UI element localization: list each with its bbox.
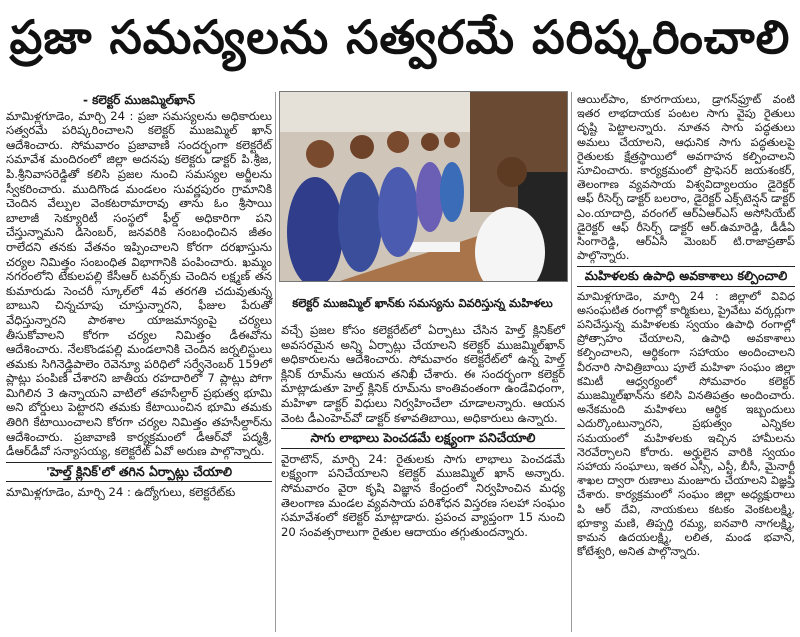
article-column-2: [281, 323, 565, 633]
subheading: 'హెల్త్ క్లినిక్'లో తగిన ఏర్పాట్లు చేయాలి: [6, 462, 272, 483]
subheading: మహిళలకు ఉపాధి అవకాశాలు కల్పించాలి: [577, 266, 795, 286]
photo-caption: కలెక్టర్ ముజమ్మిల్ ఖాన్‌కు సమస్యను వివరిస్తున్న మహిళలు: [292, 296, 553, 310]
article-body: వైరాటౌన్, మార్చి 24: రైతులకు సాగు లాభాలు పెంచడమే లక్ష్యంగా పనిచేయాలని కలెక్టర్ ముజమ్మిల్ ఖాన్ అన్నారు. సోమవారం వైరా కృషి విజ్ఞాన కేంద్రంలో నిర్వహించిన మధ్య తెలంగాణ మండల వ్యవసాయ పరిశోధన విస్తరణ సలహా సంఘం సమావేశంలో కలెక్టర్ మాట్లాడారు. ప్రపంచ వ్యాప్తంగా 15 నుంచి 20 సంవత్సరాలుగా రైతుల ఆదాయం తగ్గుతుందన్నారు.: [281, 451, 565, 539]
column-divider: [571, 92, 572, 632]
article-column-3: [577, 93, 795, 633]
article-body: మామిళ్లగూడెం, మార్చి 24 : ఉద్యోగులు, కలెక్టరేట్‌కు: [6, 485, 236, 500]
byline: - కలెక్టర్ ముజమ్మిల్‌ఖాన్: [82, 93, 196, 107]
column-divider: [275, 92, 276, 632]
photo-illustration: [280, 92, 567, 281]
headline: ప్రజా సమస్యలను సత్వరమే పరిష్కరించాలి: [9, 10, 791, 64]
article-body: మామిళ్లగూడెం, మార్చి 24 : జిల్లాలో వివిధ అసంఘటిత రంగాల్లో కార్మికులు, ప్రైవేటు వర్కర్లుగా పనిచేస్తున్న మహిళలకు స్వయం ఉపాధి రంగాల్లో ప్రోత్సాహం చేయాలని, ఉపాధి అవకాశాలు కల్పించాలని, ఆర్థికంగా సహాయం అందించాలని వీరనారి సావిత్రిబాయి పూలే మహిళా సంఘం జిల్లా కమిటీ ఆధ్వర్యంలో సోమవారం కలెక్టర్ ముజమ్మిల్‌ఖాన్‌ను కలిసి వినతిపత్రం అందించారు. అనేకమంది మహిళలు ఆర్థిక ఇబ్బందులు ఎదుర్కొంటున్నారని, ప్రభుత్వం ఎన్నికల సమయంలో మహిళలకు ఇచ్చిన హామీలను నెరవేర్చాలని కోరారు. అర్హులైన వారికి స్వయం సహాయ సంఘాలు, ఇతర ఎస్సీ, ఎస్టీ, బీసీ, మైనార్టీ శాఖల ద్వారా రుణాలు మంజూరు చేయాలని విజ్ఞప్తి చేశారు. కార్యక్రమంలో సంఘం జిల్లా అధ్యక్షురాలు పి ఆర్ దేవి, నాయకులు కటకం వెంకటలక్ష్మి, భూక్యా మణి, తిప్పర్తి రమ్య, ఐనవారి నాగలక్ష్మి, కామన ఉదయలక్ష్మి, లలిత, మండ భవాని, కోటేశ్వరి, అనిత పాల్గొన్నారు.: [577, 289, 795, 559]
news-photo: [279, 91, 568, 282]
subheading: సాగు లాభాలు పెంచడమే లక్ష్యంగా పనిచేయాలి: [281, 428, 565, 449]
article-column-1: [6, 93, 272, 633]
article-body: ఆయిల్‌పాం, కూరగాయలు, డ్రాగన్‌ఫ్రూట్ వంటి ఇతర లాభదాయక పంటల సాగు వైపు రైతులు దృష్టి పెట్టాలన్నారు. నూతన సాగు పద్ధతులు అమలు చేయాలని, ఆధునిక సాగు పద్ధతులపై రైతులకు క్షేత్రస్థాయిలో అవగాహన కల్పించాలని సూచించారు. కార్యక్రమంలో ప్రొఫెసర్ జయశంకర్, తెలంగాణ వ్యవసాయ విశ్వవిద్యాలయం డైరెక్టర్ ఆఫ్ రీసెర్చ్ డాక్టర్ బలరాం, డైరెక్టర్ ఎక్స్‌టెన్షన్ డాక్టర్ ఎం.యాదాద్రి, వరంగల్ ఆర్‌ఏఆర్‌ఎస్ అసోసియేట్ డైరెక్టర్ ఆఫ్ రీసెర్చ్ డాక్టర్ ఆర్.ఉమారెడ్డి, డీడీఏ సింగారెడ్డి, ఆర్‌ఏసీ మెంబర్ టి.రాజాప్రతాప్ పాల్గొన్నారు.: [577, 93, 795, 263]
article-body: వచ్చే ప్రజల కోసం కలెక్టరేట్‌లో ఏర్పాటు చేసిన హెల్త్ క్లినిక్‌లో అవసరమైన అన్ని ఏర్పాట్లు చేయాలని కలెక్టర్ ముజమ్మిల్‌ఖాన్ అధికారులను ఆదేశించారు. సోమవారం కలెక్టరేట్‌లో ఉన్న హెల్త్ క్లినిక్ రూమ్‌ను ఆయన తనిఖీ చేశారు. ఈ సందర్భంగా కలెక్టర్ మాట్లాడుతూ హెల్త్ క్లినిక్ రూమ్‌ను కాంతివంతంగా ఉండేవిధంగా, మహిళా డాక్టర్ విధులు నిర్వహించేలా చూడాలన్నారు. ఆయన వెంట డీఎంహెచ్‌వో డాక్టర్ కళావతిబాయి, అధికారులు ఉన్నారు.: [281, 323, 565, 425]
article-body: మామిళ్లగూడెం, మార్చి 24 : ప్రజా సమస్యలను అధికారులు సత్వరమే పరిష్కరించాలని కలెక్టర్ ముజమ్మిల్ ఖాన్ ఆదేశించారు. సోమవారం ప్రజావాణి సందర్భంగా కలెక్టరేట్ సమావేశ మందిరంలో జిల్లా అదనపు కలెక్టరు డాక్టర్ పి.శ్రీజ, పి.శ్రీనివాసరెడ్డితో కలిసి ప్రజల నుంచి సమస్యల అర్జీలను స్వీకరించారు. ముదిగొండ మండలం సువర్ణపురం గ్రామానికి చెందిన వేల్పుల వెంకటరామారావు తాను ఓం శ్రీసాయి బాలాజీ సెక్యూరిటీ సంస్థలో ఫీల్డ్ అధికారిగా పని చేస్తున్నామని డిసెంబర్, జనవరికి సంబంధించిన జీతం రాలేదని తనకు వేతనం ఇప్పించాలని కోరగా దరఖాస్తును చర్యల నిమిత్తం సంబంధిత విభాగానికి పంపించారు. ఖమ్మం నగరంలోని టేకులపల్లి కేసీఆర్ టవర్స్‌కు చెందిన లక్ష్మణ్ తన కుమారుడు సెంచరీ స్కూల్‌లో 4వ తరగతి చదువుతున్న బాబుని చిన్నచూపు చూస్తున్నారని, ఫీజుల పేరుతో వేధిస్తున్నారని పాఠశాల యాజమాన్యంపై చర్యలు తీసుకోవాలని కోరగా చర్యల నిమిత్తం డీఈవోను ఆదేశించారు. నేలకొండపల్లి మండలానికి చెందిన జర్నలిస్టులు తమకు సిగినెడ్డిపాలెం రెవెన్యూ పరిధిలో సర్వేనెంబర్ 159లో ప్లాట్లు పంపిణీ చేశారని జాతీయ రహదారిలో 7 ప్లాట్లు పోగా మిగిలిన 3 ఉన్నాయని వాటిలో తహసీల్దార్ ప్రభుత్వ భూమి అని బోర్డులు పెట్టారని తమకు కేటాయించిన భూమి తమకు తిరిగి కేటాయించాలని కోరగా చర్యల నిమిత్తం తహసీల్దార్‌ను ఆదేశించారు. ప్రజావాణి కార్యక్రమంలో డీఆర్‌వో పద్మశ్రీ, డీఆర్‌డీవో సన్యాసయ్య, కలెక్టరేట్ ఏవో అరుణ పాల్గొన్నారు.: [6, 108, 272, 459]
